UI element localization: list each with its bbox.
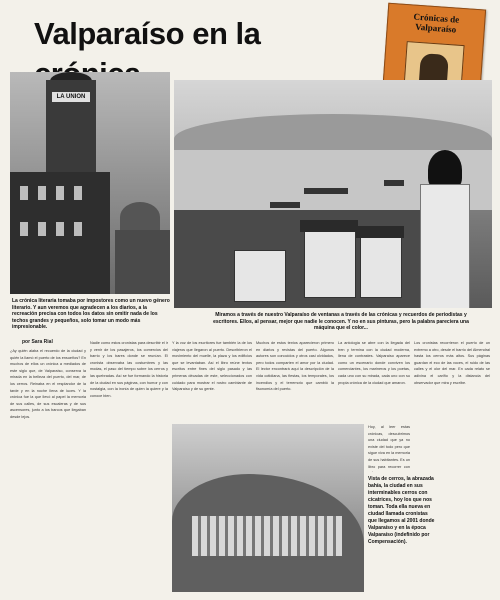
photo-city-hills-caption: Vista de cerros, la abrazada bahía, la ciudad en sus interminables cerros con cicatrices, hoy los que nos toman. Toda ella nueva en ciudad llamada cronistas que llegamos al 2001 donde Valparaíso y en la época Valparaíso (indefinido por Compensación).: [368, 476, 435, 545]
photo-tower: [10, 72, 170, 294]
body-column-4: Muchos de estos textos aparecieron primero en diarios y revistas del puerto. Algunos autores son conocidos y otros casi olvidados, pero todos comparten el amor por la ciudad. El lector encontrará aquí la descripción de la vida cotidiana, las fiestas, los temporales, los incendios y el terremoto que cambió la fisonomía del puerto.: [256, 341, 334, 392]
body-column-7: Hoy, al leer estas crónicas, descubrimos una ciudad que ya no existe del todo pero que sigue viva en la memoria de sus habitantes. Es un libro para recorrer con: [368, 425, 410, 469]
book-title: Crónicas de Valparaíso: [413, 11, 460, 35]
photo-city-hills: [172, 424, 364, 592]
body-column-3: Y la voz de los escritores fue también la de los viajeros que llegaron al puerto. Describieron el movimiento del muelle, la plaza y los edificios que se levantaban. Así el libro reúne textos escritos entre fines del siglo pasado y las primeras décadas de este, seleccionados con cuidado para mostrar el rostro cambiante de Valparaíso y de su gente.: [172, 341, 252, 392]
photo-tower-caption: La crónica literaria tomaba por impostores como un nuevo género literario. Y aun veremos que agradecen a los diarios, a la recreación precisa con todos los datos sin omitir nada de los techos grandes y pequeños, solo tomar un modo más impresionable.: [12, 298, 170, 330]
girl-figure: [416, 150, 476, 308]
body-column-2: Nadie como estos cronistas para describir el ir y venir de los pasajeros, los comercios del barrio y los bares donde se reunían. El cronista observaba las costumbres y las modas, el paso del tiempo sobre los cerros y las quebradas. Así se fue formando la historia de la ciudad en sus páginas, con humor y con nostalgia, con la ironía de quien la quiere y la conoce bien.: [90, 341, 168, 398]
photo-bay-caption: Miramos a través de nuestro Valparaíso de ventanas a través de las crónicas y recuerdos de periodistas y escritores. Ellos, al pensar, mejor que nadie le conocen. Y no en sus pinturas, pero la palabra pareciera una máquina que el color...: [213, 312, 469, 331]
body-column-5: La antología se abre con la llegada del tren y termina con la ciudad moderna, llena de contrastes. Valparaíso aparece como un escenario donde conviven los comerciantes, los marineros y los poetas, cada uno con su mirada, cada uno con su propia crónica de la ciudad que amaron.: [338, 341, 410, 385]
tower-sign: LA UNION: [52, 92, 90, 102]
byline: por Sara Rial: [22, 339, 53, 345]
headline: Valparaíso en la: [34, 16, 261, 51]
photo-bay: [174, 80, 492, 308]
body-column-6: Los cronistas recorrieron el puerto de un extremo a otro, desde el barrio del Almendral hasta los cerros más altos. Sus páginas guardan el eco de las voces, el ruido de las calles y el olor del mar. En cada relato se adivina el cariño y la distancia del observador que mira y escribe.: [414, 341, 490, 385]
body-column-1: ¿Ay quién alaba el recuerdo de la ciudad y quién la llamó el puerto de los ensueños? En muchos de ellos un crónica a mediados de este siglo que, de Valparaíso, conserva la mirada en la belleza del puerto, del mar, de los cerros. Reinaba en el resplandor de la tarde y en la noche llena de luces. Y la crónica fue la que llevó al papel la memoria de sus calles, de sus escaleras y de sus ascensores, junto a los barcos que llegaban desde lejos.: [10, 349, 86, 419]
